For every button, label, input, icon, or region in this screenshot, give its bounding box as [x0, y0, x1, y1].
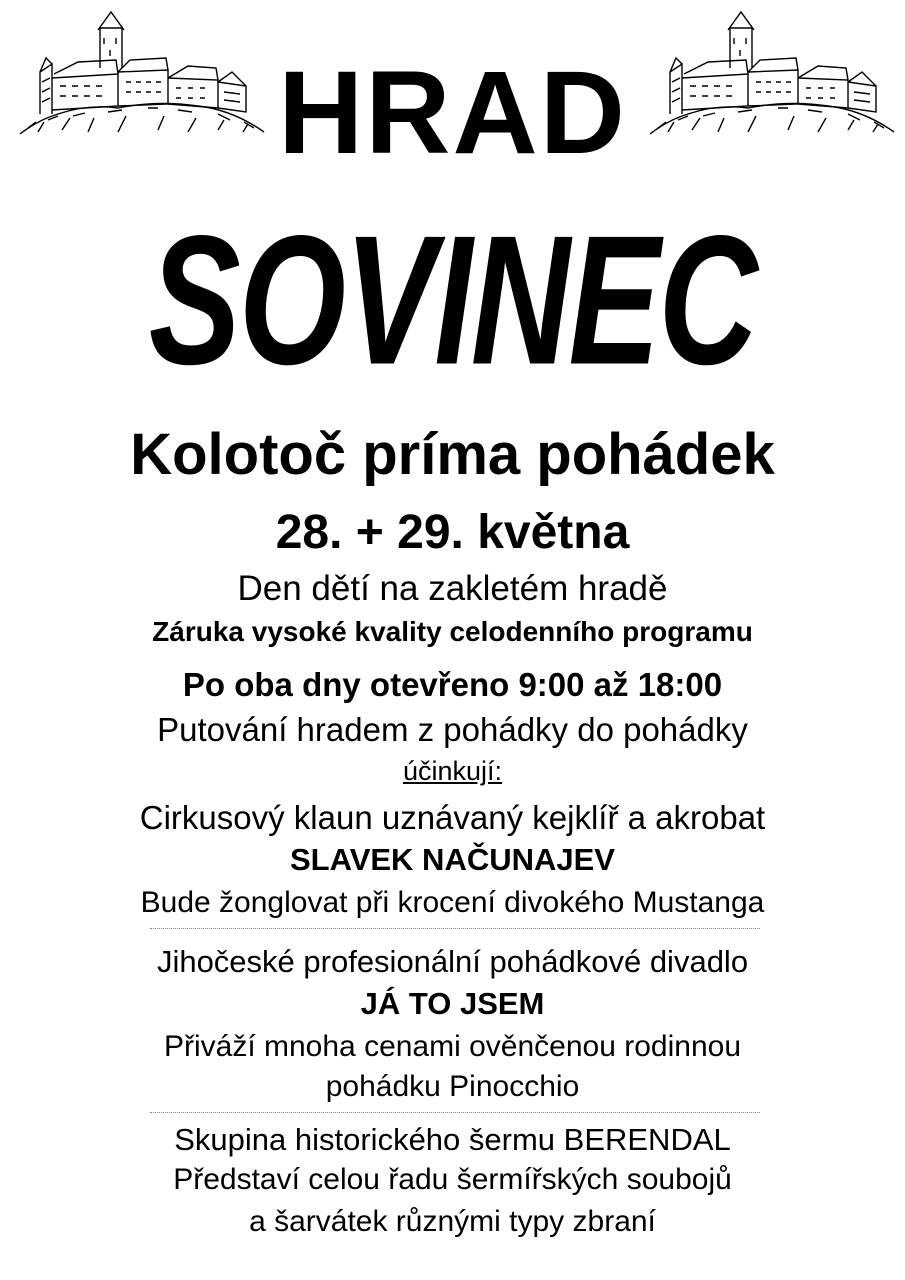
event-subtitle: Den dětí na zakletém hradě: [237, 569, 668, 608]
act-intro: Cirkusový klaun uznávaný kejklíř a akrobat: [139, 799, 766, 836]
act-description: pohádku Pinocchio: [325, 1070, 580, 1103]
dotted-divider: [150, 928, 760, 929]
headline-hrad: HRAD: [278, 47, 627, 179]
dotted-divider: [150, 1112, 760, 1113]
act-description: Představí celou řadu šermířských soubojů: [173, 1163, 732, 1196]
act-description: Přiváží mnoha cenami ověnčenou rodinnou: [163, 1030, 742, 1063]
event-dates: 28. + 29. května: [275, 506, 630, 559]
act-intro: Jihočeské profesionální pohádkové divadlo: [156, 944, 749, 979]
act-name: SLAVEK NAČUNAJEV: [290, 842, 615, 877]
headline-sovinec: SOVINEC: [148, 196, 757, 403]
act-intro: Skupina historického šermu BERENDAL: [174, 1122, 731, 1157]
event-title: Kolotoč príma pohádek: [130, 422, 775, 487]
performers-heading: účinkují:: [402, 756, 503, 786]
act-name: JÁ TO JSEM: [360, 986, 545, 1021]
event-guarantee: Záruka vysoké kvality celodenního programu: [152, 616, 753, 647]
act-description: a šarvátek různými typy zbraní: [249, 1205, 656, 1238]
event-journey: Putování hradem z pohádky do pohádky: [157, 711, 748, 748]
act-description: Bude žonglovat při krocení divokého Mustanga: [140, 886, 765, 919]
event-hours: Po oba dny otevřeno 9:00 až 18:00: [182, 666, 723, 703]
